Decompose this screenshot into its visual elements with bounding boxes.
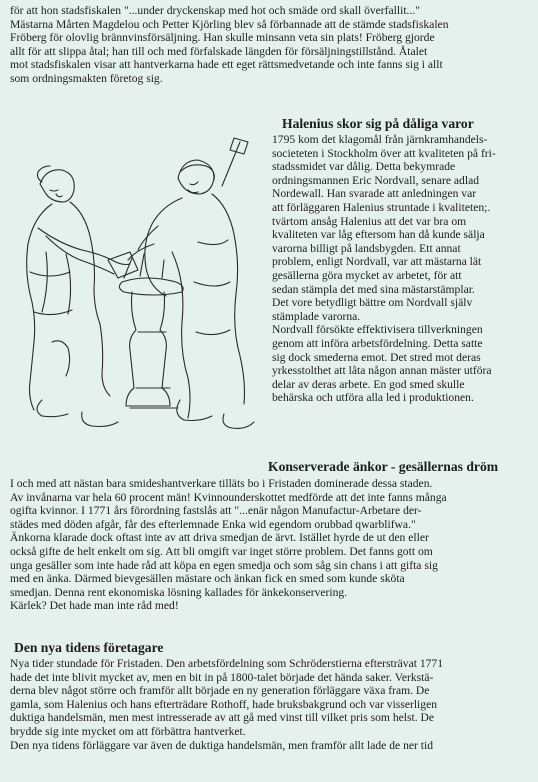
text-line: Den nya tidens förläggare var även de duktiga handelsmän, men framför allt lade de ner tid <box>10 738 434 752</box>
section-heading: Konserverade änkor - gesällernas dröm <box>268 459 499 474</box>
text-line: Nordvall försökte effektivisera tillverkningen <box>272 323 483 337</box>
text-line: Fröberg för olovlig brännvinsförsäljning. Han skulle minsann veta sin plats! Fröberg gjorde <box>10 31 435 45</box>
text-line: Det vore betydligt bättre om Nordvall själv <box>272 296 473 310</box>
text-line: unga gesäller som inte hade råd att köpa en egen smedja och som såg sin chans i att gifta sig <box>10 558 438 572</box>
text-line: som ordningsmakten företog sig. <box>10 71 163 85</box>
text-line: stämplade varorna. <box>272 309 361 323</box>
text-line: kvaliteten var låg eftersom han då kunde sälja <box>272 228 485 242</box>
text-line: gamla, som Halenius och hans efterträdare Rothoff, hade bruksbakgrund och var visserligen <box>10 697 438 711</box>
text-line: för att hon stadsfiskalen "...under dryckenskap med hot och smäde ord skall överfallit..." <box>10 4 420 17</box>
text-line: sig dock smederna emot. Det stred mot deras <box>272 350 481 364</box>
text-line: också gifte de helt enkelt om sig. Att bli omgift var inget större problem. Det fanns gott om <box>10 544 433 558</box>
text-line: brydde sig inte mycket om att förbättra hantverket. <box>10 724 246 738</box>
text-line: genom att införa arbetsfördelning. Detta satte <box>272 336 483 350</box>
intro-paragraph <box>10 4 530 86</box>
text-line: sedan stämpla det med sina mästarstämplar. <box>272 282 475 296</box>
section1-paragraph <box>272 133 530 405</box>
text-line: yrkesstolthet att låta någon annan mäster utföra <box>272 364 492 378</box>
text-line: mot stadsfiskalen visar att hantverkarna hade ett eget rättsmedvetande och inte fanns sig i allt <box>10 58 443 72</box>
text-line: städes med döden afgår, får des efterlemnade Enka wid egendom orubbad qwarblifwa." <box>10 517 416 531</box>
text-line: gesällerna göra mycket av arbetet, för att <box>272 268 462 282</box>
text-line: I och med att nästan bara smideshantverkare tilläts bo i Fristaden dominerade dessa staden. <box>10 477 433 490</box>
text-line: smedjan. Denna rent ekonomiska lösning kallades för änkekonservering. <box>10 585 348 599</box>
section-heading: Den nya tidens företagare <box>14 640 164 655</box>
text-line: Mästarna Mårten Magdelou och Petter Kjörling blev så förbannade att de stämde stadsfiskalen <box>10 17 449 31</box>
text-line: att förläggaren Halenius struntade i kvaliteten;. <box>272 200 491 214</box>
text-line: problem, enligt Nordvall, var att mästarna lät <box>272 255 482 269</box>
text-line: stadssmidet var dålig. Detta bekymrade <box>272 160 456 174</box>
text-line: varorna billigt på landsbygden. Ett annat <box>272 241 461 255</box>
text-line: Änkorna klarade dock oftast inte av att driva smedjan de ärvt. Istället hyrde de ut den eller <box>10 531 429 545</box>
text-line: med en änka. Därmed bievgesällen mästare och änkan fick en smed som kunde sköta <box>10 572 405 586</box>
section2-paragraph <box>10 477 530 613</box>
text-line: ogifta kvinnor. I 1771 års förordning fastslås att "...enär någon Manufactur-Arbetare der- <box>10 504 422 518</box>
text-line: delar av deras arbete. En god smed skulle <box>272 377 465 391</box>
text-line: Nya tider stundade för Fristaden. Den arbetsfördelning som Schröderstierna eftersträvat 1771 <box>10 657 444 670</box>
text-line: 1795 kom det klagomål från järnkramhandels- <box>272 133 488 146</box>
text-line: duktiga handelsmän, men mest intresserade av att gå med vinst till vilket pris som helst. De <box>10 711 435 725</box>
text-line: behärska och utföra alla led i produktionen. <box>272 391 474 405</box>
text-line: allt för att slippa åtal; han till och med förfalskade längden för försäljningstillstånd. Åtalet <box>10 44 428 58</box>
text-line: hade det inte blivit mycket av, men en bit in på 1800-talet började det hända saker. Verkstä- <box>10 670 434 684</box>
text-line: ordningsmannen Eric Nordvall, senare adlad <box>272 173 480 187</box>
text-line: tvärtom ansåg Halenius att det var bra om <box>272 214 467 228</box>
text-line: Kärlek? Det hade man inte råd med! <box>10 599 179 613</box>
text-line: Nordewall. Han svarade att anledningen var <box>272 187 477 201</box>
section-heading: Halenius skor sig på dåliga varor <box>282 116 474 131</box>
blacksmiths-illustration <box>12 132 262 450</box>
section3-paragraph <box>10 657 530 752</box>
text-line: Av invånarna var hela 60 procent män! Kvinnounderskottet medförde att det inte fanns många <box>10 490 447 504</box>
text-line: derna blev något större och framför allt började en ny generation förläggare växa fram. De <box>10 684 430 698</box>
text-line: societeten i Stockholm över att kvaliteten på fri- <box>272 146 496 160</box>
